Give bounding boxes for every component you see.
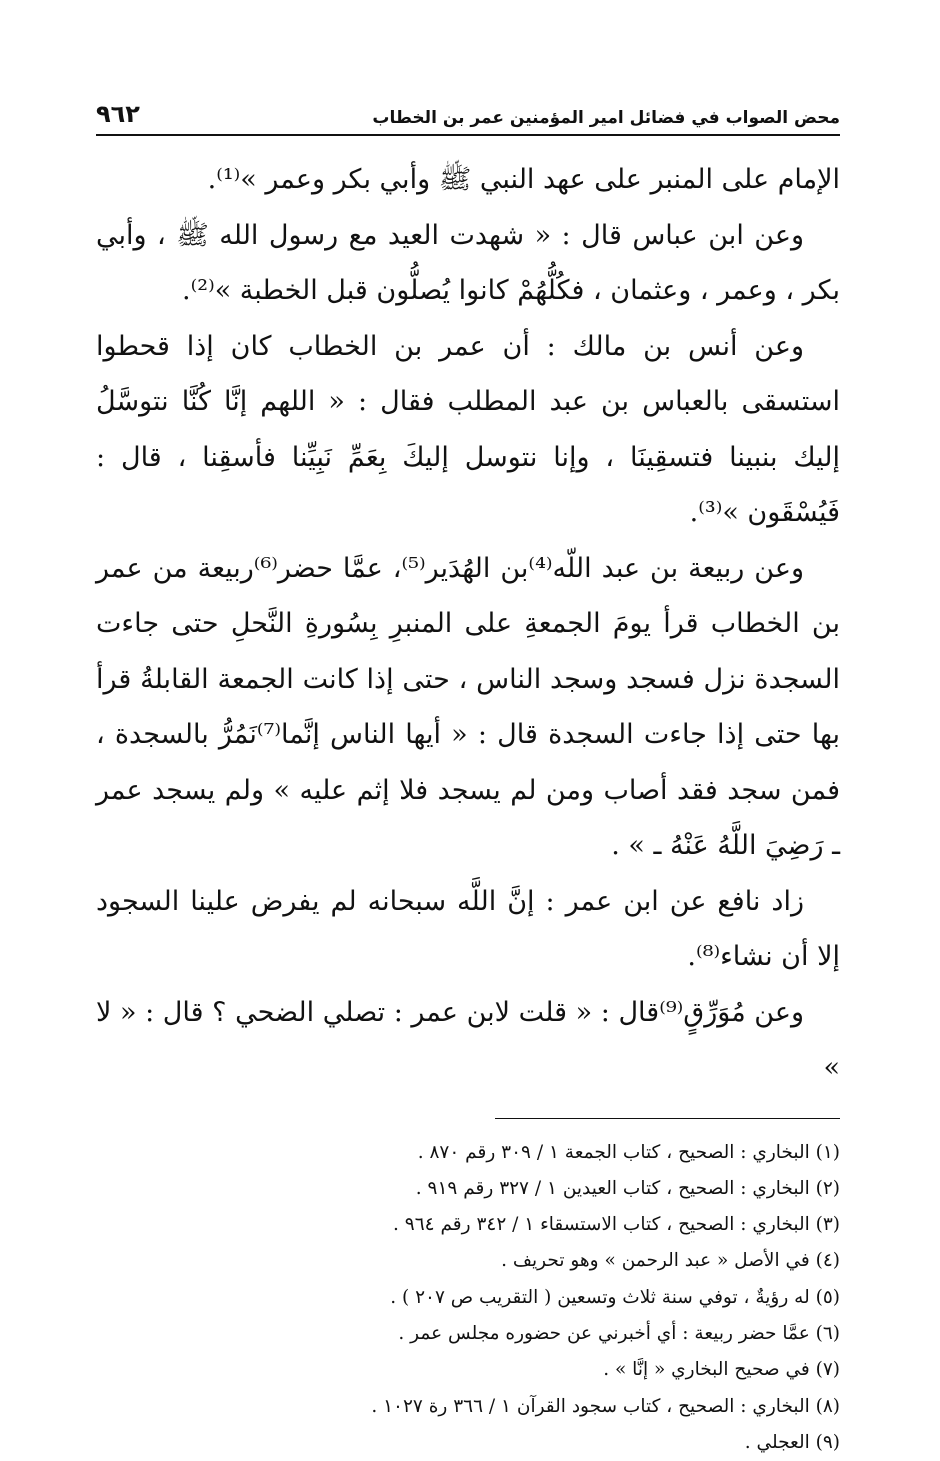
footnote: (٨) البخاري : الصحيح ، كتاب سجود القرآن ١ / ٣٦٦ رة ١٠٢٧ . (96, 1389, 840, 1425)
paragraph: الإمام على المنبر على عهد النبي ﷺ وأبي بكر وعمر »⁽¹⁾. (96, 152, 840, 208)
paragraph: وعن ربيعة بن عبد اللّه⁽⁴⁾بن الهُدَير⁽⁵⁾، عمَّا حضر⁽⁶⁾ربيعة من عمر بن الخطاب قرأ يومَ الجمعةِ على المنبرِ بِسُورةِ النَّحلِ حتى جاءت السجدة نزل فسجد وسجد الناس ، حتى إذا كانت الجمعة القابلةُ قرأ بها حتى إذا جاءت السجدة قال : « أيها الناس إنَّما⁽⁷⁾نَمُرُّ بالسجدة ، فمن سجد فقد أصاب ومن لم يسجد فلا إثم عليه » ولم يسجد عمر ـ رَضِيَ اللَّهُ عَنْهُ ـ » . (96, 541, 840, 874)
main-text (96, 152, 840, 1096)
paragraph: وعن ابن عباس قال : « شهدت العيد مع رسول الله ﷺ ، وأبي بكر ، وعمر ، وعثمان ، فكُلُّهُمْ كانوا يُصلُّون قبل الخطبة »⁽²⁾. (96, 208, 840, 319)
book-page (96, 96, 840, 1296)
paragraph: وعن مُوَرِّقٍ⁽⁹⁾قال : « قلت لابن عمر : تصلي الضحي ؟ قال : « لا » (96, 985, 840, 1096)
footnote: (٢) البخاري : الصحيح ، كتاب العيدين ١ / ٣٢٧ رقم ٩١٩ . (96, 1171, 840, 1207)
footnote: (٧) في صحيح البخاري « إنَّا » . (96, 1352, 840, 1388)
footnote: (٣) البخاري : الصحيح ، كتاب الاستسقاء ١ / ٣٤٢ رقم ٩٦٤ . (96, 1207, 840, 1243)
footnote: (٥) له رؤيةٌ ، توفي سنة ثلاث وتسعين ( التقريب ص ٢٠٧ ) . (96, 1280, 840, 1316)
footnote-separator (495, 1118, 840, 1119)
footnote: (٩) العجلي . (96, 1425, 840, 1461)
page-number: ٩٦٢ (96, 100, 140, 128)
footnotes (96, 1135, 840, 1461)
book-title: محض الصواب في فضائل امير المؤمنين عمر بن الخطاب (372, 108, 840, 128)
footnote: (٦) عمَّا حضر ربيعة : أي أخبرني عن حضوره مجلس عمر . (96, 1316, 840, 1352)
paragraph: زاد نافع عن ابن عمر : إنَّ اللَّه سبحانه لم يفرض علينا السجود إلا أن نشاء⁽⁸⁾. (96, 874, 840, 985)
footnote: (٤) في الأصل « عبد الرحمن » وهو تحريف . (96, 1243, 840, 1279)
running-header (96, 96, 840, 136)
footnote: (١) البخاري : الصحيح ، كتاب الجمعة ١ / ٣٠٩ رقم ٨٧٠ . (96, 1135, 840, 1171)
paragraph: وعن أنس بن مالك : أن عمر بن الخطاب كان إذا قحطوا استسقى بالعباس بن عبد المطلب فقال : « اللهم إنَّا كُنَّا نتوسَّلُ إليك بنبينا فتسقِينَا ، وإنا نتوسل إليكَ بِعَمِّ نَبِيِّنا فأسقِنا ، قال : فَيُسْقَون »⁽³⁾. (96, 319, 840, 541)
